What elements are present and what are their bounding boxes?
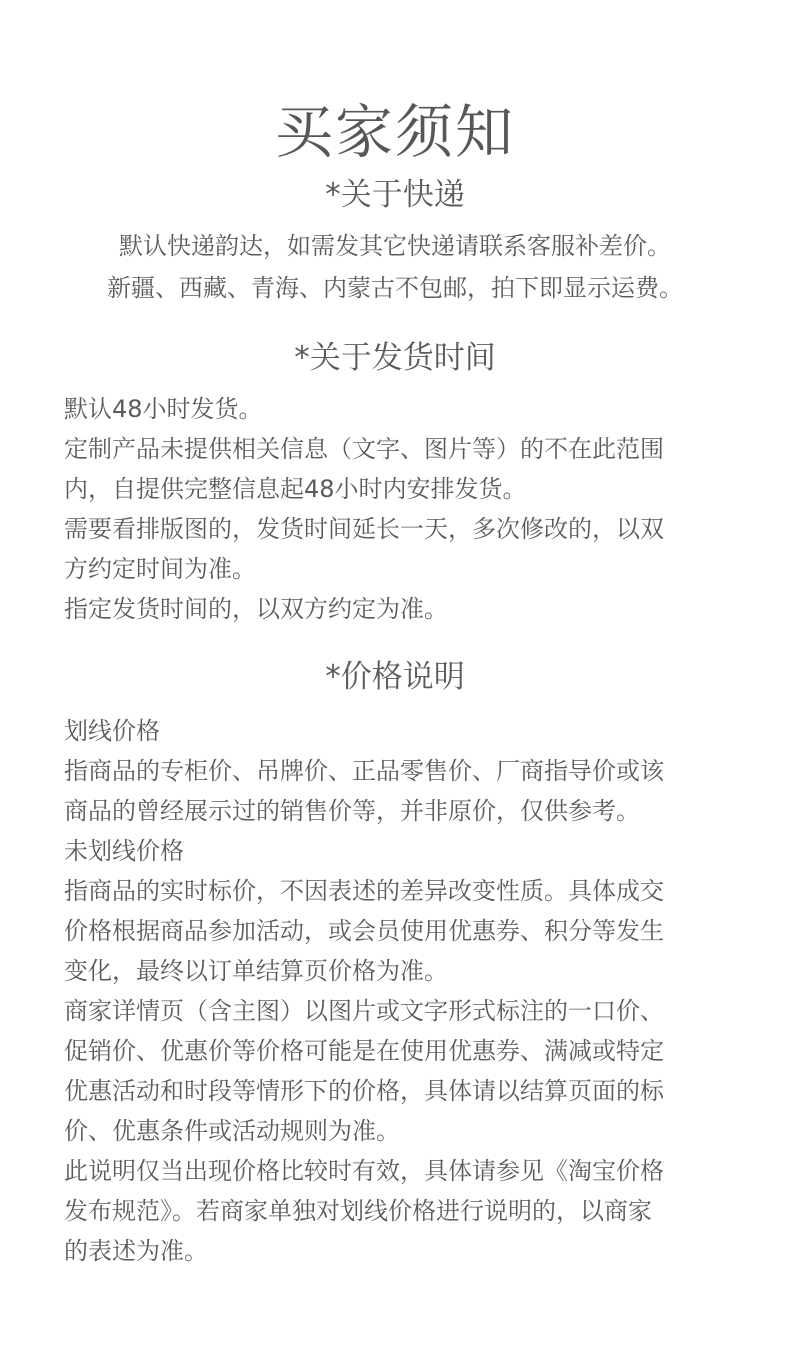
price-line-8: 商家详情页（含主图）以图片或文字形式标注的一口价、 [64,997,664,1025]
delivery-line-3: 内，自提供完整信息起48小时内安排发货。 [64,475,527,503]
price-line-12: 此说明仅当出现价格比较时有效，具体请参见《淘宝价格 [64,1157,664,1185]
price-line-2: 指商品的专柜价、吊牌价、正品零售价、厂商指导价或该 [64,757,664,785]
price-line-14: 的表述为准。 [64,1237,208,1265]
price-line-4: 未划线价格 [64,837,184,865]
price-line-7: 变化，最终以订单结算页价格为准。 [64,957,448,985]
price-line-5: 指商品的实时标价，不因表述的差异改变性质。具体成交 [64,877,664,905]
delivery-line-1: 默认48小时发货。 [64,395,263,423]
shipping-line-2: 新疆、西藏、青海、内蒙古不包邮，拍下即显示运费。 [107,274,683,302]
section-heading-delivery-time: *关于发货时间 [294,340,496,376]
page-title: 买家须知 [274,98,515,166]
price-line-3: 商品的曾经展示过的销售价等，并非原价，仅供参考。 [64,797,640,825]
section-heading-price: *价格说明 [325,659,465,695]
delivery-line-4: 需要看排版图的，发货时间延长一天，多次修改的，以双 [64,515,664,543]
price-line-9: 促销价、优惠价等价格可能是在使用优惠券、满减或特定 [64,1037,664,1065]
shipping-line-1: 默认快递韵达，如需发其它快递请联系客服补差价。 [119,232,671,260]
price-line-11: 价、优惠条件或活动规则为准。 [64,1117,400,1145]
delivery-line-2: 定制产品未提供相关信息（文字、图片等）的不在此范围 [64,435,664,463]
section-heading-shipping: *关于快递 [325,177,465,213]
delivery-line-5: 方约定时间为准。 [64,555,256,583]
delivery-line-6: 指定发货时间的，以双方约定为准。 [64,595,448,623]
price-line-13: 发布规范》。若商家单独对划线价格进行说明的，以商家 [64,1197,652,1225]
price-line-10: 优惠活动和时段等情形下的价格，具体请以结算页面的标 [64,1077,664,1105]
price-line-6: 价格根据商品参加活动，或会员使用优惠券、积分等发生 [64,917,664,945]
price-line-1: 划线价格 [64,717,160,745]
